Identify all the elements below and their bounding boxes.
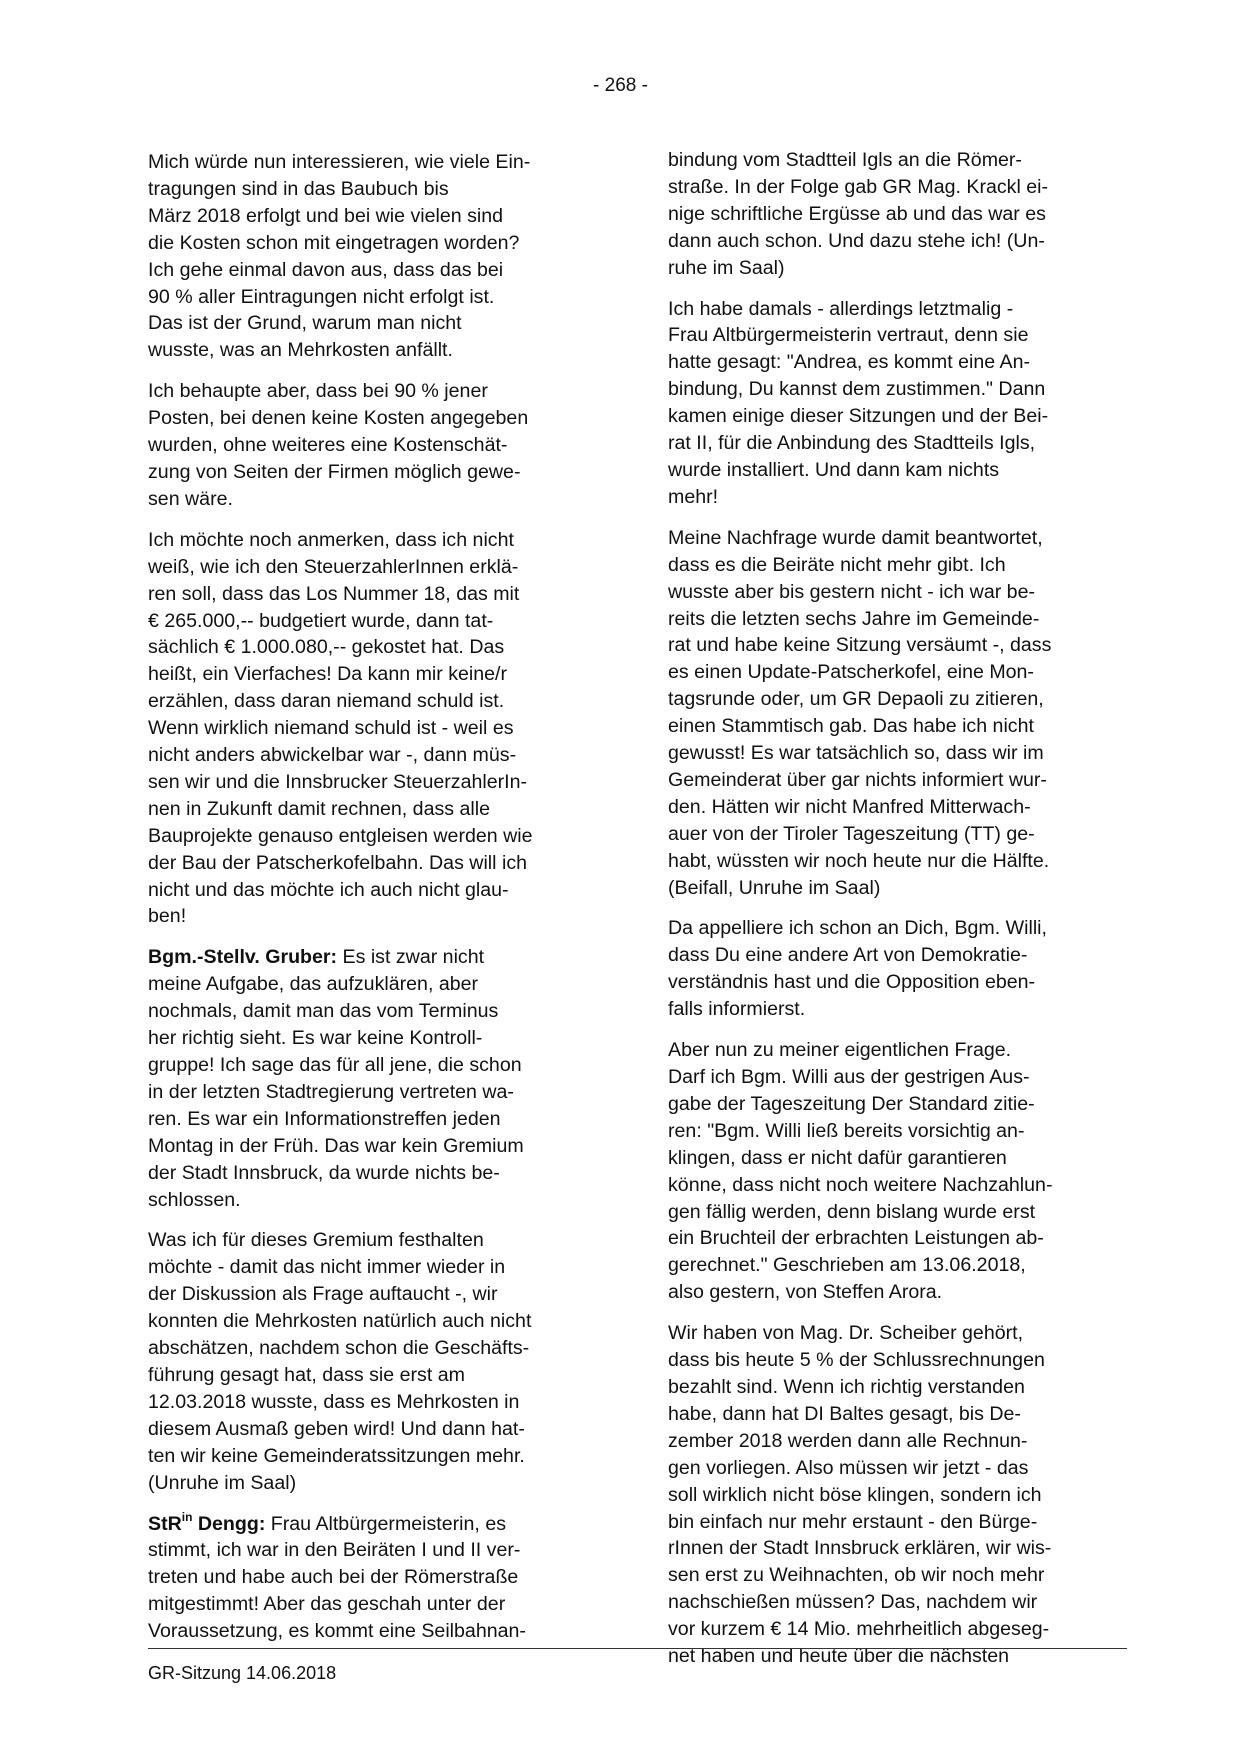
- text-line: stimmt, ich war in den Beiräten I und II ver-: [148, 1539, 521, 1562]
- text-line: den. Hätten wir nicht Manfred Mitterwach-: [668, 795, 1031, 818]
- text-line: bezahlt sind. Wenn ich richtig verstanden: [668, 1375, 1025, 1398]
- text-line: rInnen der Stadt Innsbruck erklären, wir wis-: [668, 1537, 1052, 1560]
- text-line: ren. Es war ein Informationstreffen jeden: [148, 1107, 501, 1130]
- text-line: die Kosten schon mit eingetragen worden?: [148, 231, 520, 254]
- paragraph-first-line: [148, 1511, 600, 1538]
- text-line: zember 2018 werden dann alle Rechnun-: [668, 1429, 1028, 1452]
- text-line: Bauprojekte genauso entgleisen werden wie: [148, 824, 533, 847]
- paragraph-lines: [148, 1537, 600, 1645]
- text-line: sen wir und die Innsbrucker SteuerzahlerIn-: [148, 770, 528, 793]
- text-line: Meine Nachfrage wurde damit beantwortet,: [668, 526, 1043, 549]
- text-line: verständnis hast und die Opposition eben-: [668, 971, 1036, 994]
- text-line: Aber nun zu meiner eigentlichen Frage.: [668, 1039, 1012, 1062]
- text-line: her richtig sieht. Es war keine Kontroll-: [148, 1027, 483, 1050]
- left-column: [148, 149, 600, 1659]
- text-line: Gemeinderat über gar nichts informiert wur-: [668, 768, 1047, 791]
- text-line: mitgestimmt! Aber das geschah unter der: [148, 1593, 506, 1616]
- text-line: gen fällig werden, denn bislang wurde erst: [668, 1200, 1036, 1223]
- text-line: nachschießen müssen? Das, nachdem wir: [668, 1591, 1038, 1614]
- text-line: heißt, ein Vierfaches! Da kann mir keine/r: [148, 663, 508, 686]
- text-line: dass bis heute 5 % der Schlussrechnungen: [668, 1349, 1045, 1372]
- text-line: der Bau der Patscherkofelbahn. Das will ich: [148, 851, 528, 874]
- text-line: kamen einige dieser Sitzungen und der Bei-: [668, 405, 1049, 428]
- text-line: einen Stammtisch gab. Das habe ich nicht: [668, 715, 1034, 738]
- text-line: Mich würde nun interessieren, wie viele Ein-: [148, 151, 531, 173]
- text-line: Voraussetzung, es kommt eine Seilbahnan-: [148, 1620, 526, 1643]
- text-line: dass Du eine andere Art von Demokratie-: [668, 944, 1028, 967]
- text-line: nen in Zukunft damit rechnen, dass alle: [148, 797, 491, 820]
- text-line: reits die letzten sechs Jahre im Gemeinde-: [668, 607, 1040, 630]
- text-line: also gestern, von Steffen Arora.: [668, 1281, 943, 1304]
- text-line: (Unruhe im Saal): [148, 1471, 297, 1494]
- speaker-surname: Dengg:: [192, 1512, 266, 1535]
- text-line: Da appelliere ich schon an Dich, Bgm. Willi,: [668, 917, 1047, 940]
- text-line: 90 % aller Eintragungen nicht erfolgt ist.: [148, 285, 495, 308]
- text-line: gabe der Tageszeitung Der Standard zitie-: [668, 1092, 1035, 1115]
- paragraph-speaker-gruber: [148, 944, 600, 1213]
- text-line: tagsrunde oder, um GR Depaoli zu zitieren,: [668, 688, 1044, 711]
- paragraph: [148, 527, 600, 931]
- text-line: hatte gesagt: "Andrea, es kommt eine An-: [668, 351, 1031, 374]
- text-line: Ich gehe einmal davon aus, dass das bei: [148, 258, 504, 281]
- text-line: gruppe! Ich sage das für all jene, die schon: [148, 1054, 522, 1076]
- text-line: soll wirklich nicht böse klingen, sondern ich: [668, 1483, 1042, 1506]
- text-line: diesem Ausmaß geben wird! Und dann hat-: [148, 1417, 525, 1440]
- text-line: Frau Altbürgermeisterin vertraut, denn sie: [668, 324, 1029, 347]
- text-line: wusste aber bis gestern nicht - ich war be-: [668, 580, 1036, 603]
- text-line: Wir haben von Mag. Dr. Scheiber gehört,: [668, 1322, 1024, 1345]
- text-line: dann auch schon. Und dazu stehe ich! (Un-: [668, 229, 1045, 252]
- text-line: nicht und das möchte ich auch nicht glau-: [148, 878, 509, 901]
- text-line: Ich möchte noch anmerken, dass ich nicht: [148, 528, 514, 551]
- paragraph: [668, 915, 1126, 1023]
- text-line: der Stadt Innsbruck, da wurde nichts be-: [148, 1161, 500, 1184]
- text-line: tragungen sind in das Baubuch bis: [148, 177, 449, 200]
- text-line: klingen, dass er nicht dafür garantieren: [668, 1146, 1007, 1169]
- text-line: nicht anders abwickelbar war -, dann müs-: [148, 744, 517, 767]
- text-line: gerechnet." Geschrieben am 13.06.2018,: [668, 1254, 1026, 1277]
- paragraph-speaker-dengg: [148, 1511, 600, 1646]
- text-line: bin einfach nur mehr erstaunt - den Bürge-: [668, 1510, 1038, 1533]
- text-line: Darf ich Bgm. Willi aus der gestrigen Aus-: [668, 1066, 1030, 1088]
- text-line: (Beifall, Unruhe im Saal): [668, 876, 881, 899]
- paragraph-lines: [148, 971, 600, 1213]
- text-line: in der letzten Stadtregierung vertreten wa-: [148, 1080, 514, 1103]
- paragraph: [668, 525, 1126, 902]
- paragraph: [668, 1320, 1126, 1670]
- speaker-title: StR: [148, 1512, 182, 1535]
- text-line: dass es die Beiräte nicht mehr gibt. Ich: [668, 553, 1006, 576]
- text-line: net haben und heute über die nächsten: [668, 1645, 1009, 1668]
- text-line: der Diskussion als Frage auftaucht -, wir: [148, 1283, 498, 1306]
- text-line: wurden, ohne weiteres eine Kostenschät-: [148, 434, 508, 457]
- speaker-title-superscript: in: [181, 1509, 193, 1524]
- text-line: gen vorliegen. Also müssen wir jetzt - das: [668, 1456, 1029, 1479]
- text-line: erzählen, dass daran niemand schuld ist.: [148, 690, 505, 713]
- text-line: führung gesagt hat, dass sie erst am: [148, 1363, 465, 1386]
- text-line: möchte - damit das nicht immer wieder in: [148, 1256, 506, 1279]
- text-line: Was ich für dieses Gremium festhalten: [148, 1229, 484, 1252]
- text-line: sen wäre.: [148, 487, 233, 510]
- text-line: meine Aufgabe, das aufzuklären, aber: [148, 973, 479, 996]
- text-line: sen erst zu Weihnachten, ob wir noch mehr: [668, 1564, 1045, 1587]
- text-line: straße. In der Folge gab GR Mag. Krackl ei-: [668, 175, 1049, 198]
- text-line: abschätzen, nachdem schon die Geschäfts-: [148, 1337, 530, 1360]
- text-line: 12.03.2018 wusste, dass es Mehrkosten in: [148, 1390, 520, 1413]
- text-line: wurde installiert. Und dann kam nichts: [668, 458, 1000, 481]
- text-line: ein Bruchteil der erbrachten Leistungen ab-: [668, 1227, 1044, 1250]
- text-line: wusste, was an Mehrkosten anfällt.: [148, 339, 453, 362]
- paragraph: [148, 378, 600, 513]
- text-line: ben!: [148, 905, 187, 928]
- text-line: weiß, wie ich den SteuerzahlerInnen erklä-: [148, 555, 519, 578]
- text-line: rat und habe keine Sitzung versäumt -, dass: [668, 634, 1052, 657]
- paragraph: [668, 296, 1126, 511]
- text-line: es einen Update-Patscherkofel, eine Mon-: [668, 661, 1034, 684]
- text-line: gewusst! Es war tatsächlich so, dass wir im: [668, 742, 1044, 765]
- line-text: Frau Altbürgermeisterin, es: [265, 1512, 507, 1535]
- text-line: mehr!: [668, 485, 719, 508]
- text-line: ten wir keine Gemeinderatssitzungen mehr.: [148, 1444, 525, 1467]
- page-number: - 268 -: [593, 75, 648, 96]
- text-line: treten und habe auch bei der Römerstraße: [148, 1566, 519, 1589]
- text-line: Ich behaupte aber, dass bei 90 % jener: [148, 380, 488, 403]
- text-line: ren: "Bgm. Willi ließ bereits vorsichtig an-: [668, 1119, 1025, 1142]
- text-line: März 2018 erfolgt und bei wie vielen sind: [148, 204, 504, 227]
- text-line: rat II, für die Anbindung des Stadtteils Igls,: [668, 432, 1036, 455]
- text-line: könne, dass nicht noch weitere Nachzahlun-: [668, 1173, 1053, 1196]
- text-line: Ich habe damals - allerdings letztmalig -: [668, 297, 1014, 320]
- text-line: nochmals, damit man das vom Terminus: [148, 1000, 499, 1023]
- paragraph: [668, 1037, 1126, 1306]
- text-line: zung von Seiten der Firmen möglich gewe-: [148, 460, 521, 483]
- text-line: ren soll, dass das Los Nummer 18, das mit: [148, 582, 520, 605]
- footer-divider: [148, 1648, 1127, 1649]
- speaker-name: [148, 1509, 266, 1535]
- text-line: Das ist der Grund, warum man nicht: [148, 312, 462, 335]
- text-line: habe, dann hat DI Baltes gesagt, bis De-: [668, 1402, 1021, 1425]
- text-line: vor kurzem € 14 Mio. mehrheitlich abgeseg-: [668, 1618, 1050, 1641]
- text-line: Wenn wirklich niemand schuld ist - weil es: [148, 717, 514, 740]
- footer-session-date: GR-Sitzung 14.06.2018: [148, 1663, 337, 1683]
- text-line: bindung, Du kannst dem zustimmen." Dann: [668, 378, 1046, 401]
- line-text: Es ist zwar nicht: [337, 946, 485, 969]
- text-line: schlossen.: [148, 1188, 241, 1211]
- text-line: nige schriftliche Ergüsse ab und das war es: [668, 202, 1046, 225]
- text-line: auer von der Tiroler Tageszeitung (TT) ge-: [668, 822, 1035, 845]
- text-line: habt, wüssten wir noch heute nur die Hälfte.: [668, 849, 1050, 872]
- text-line: konnten die Mehrkosten natürlich auch nicht: [148, 1310, 532, 1333]
- speaker-name: Bgm.-Stellv. Gruber:: [148, 946, 338, 969]
- text-line: sächlich € 1.000.080,-- gekostet hat. Das: [148, 636, 505, 659]
- paragraph-first-line: [148, 944, 600, 971]
- text-line: Montag in der Früh. Das war kein Gremium: [148, 1134, 524, 1157]
- paragraph: [668, 147, 1126, 282]
- text-line: Posten, bei denen keine Kosten angegeben: [148, 407, 529, 430]
- text-line: falls informierst.: [668, 998, 806, 1021]
- text-line: ruhe im Saal): [668, 256, 785, 279]
- paragraph: [148, 149, 600, 364]
- right-column: [668, 147, 1126, 1684]
- text-line: bindung vom Stadtteil Igls an die Römer-: [668, 149, 1022, 171]
- text-line: € 265.000,-- budgetiert wurde, dann tat-: [148, 609, 494, 632]
- paragraph: [148, 1227, 600, 1496]
